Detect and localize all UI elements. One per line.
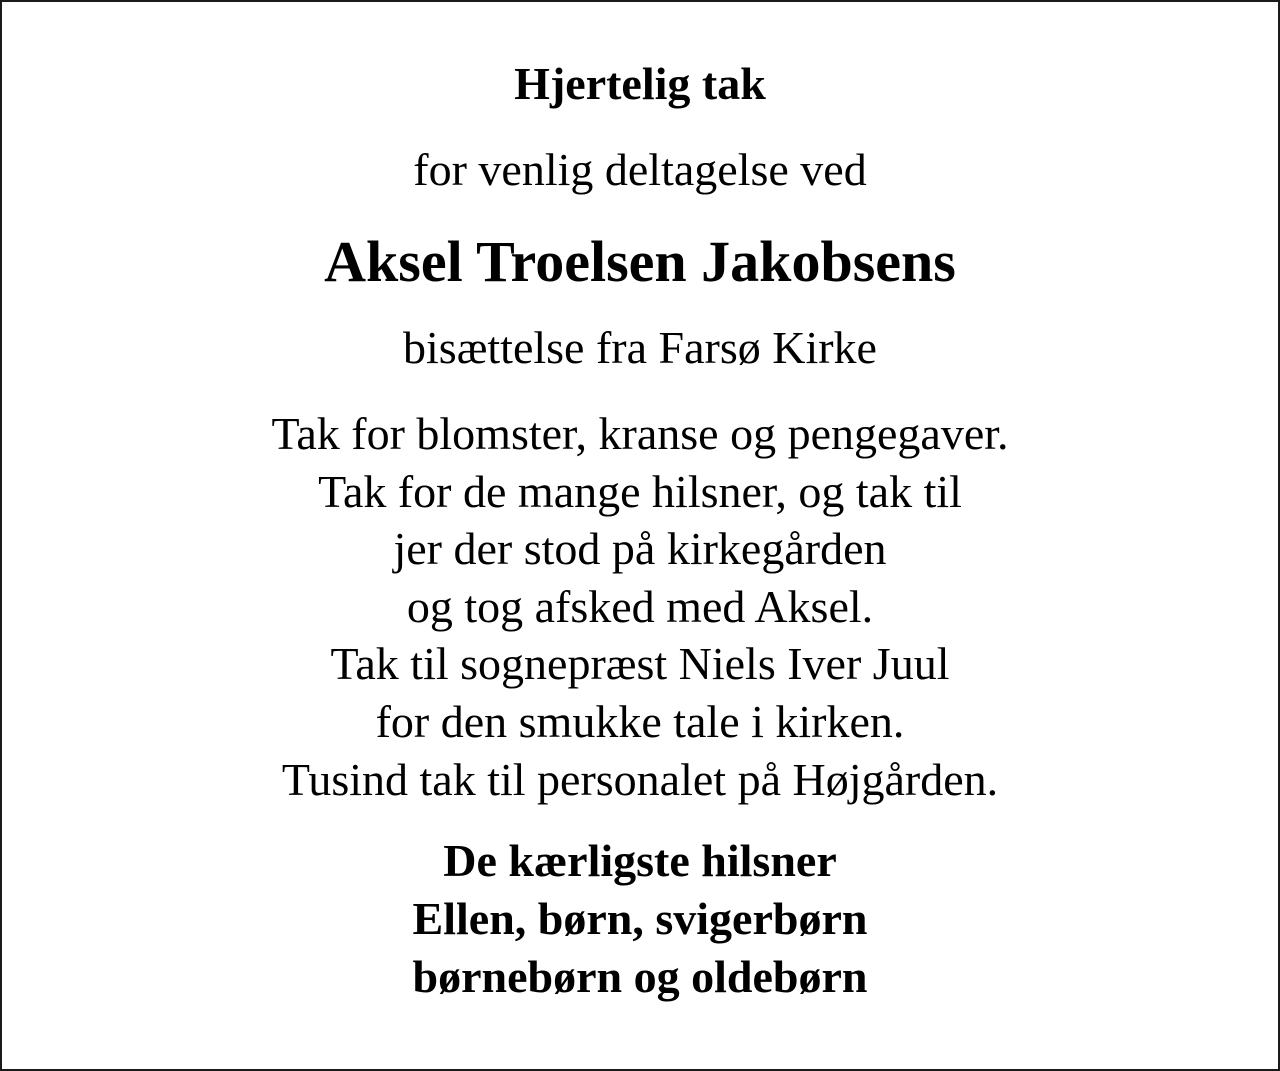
thanks-line: Tusind tak til personalet på Højgården. [281,753,999,805]
deceased-name: Aksel Troelsen Jakobsens [324,229,956,294]
thanks-line: Tak for de mange hilsner, og tak til [318,465,962,517]
notice-intro: for venlig deltagelse ved [413,144,867,195]
service-location: bisættelse fra Farsø Kirke [403,322,877,373]
signature-line: Ellen, børn, svigerbørn [412,893,868,944]
signature-block [2,832,1278,1006]
signature-line: De kærligste hilsner [443,835,837,886]
signature-line: børnebørn og oldebørn [412,951,868,1002]
thanks-line: for den smukke tale i kirken. [375,695,905,747]
thanks-line: Tak til sognepræst Niels Iver Juul [330,638,950,690]
thanks-line: og tog afsked med Aksel. [406,580,874,632]
thanks-message [2,405,1278,808]
thanks-line: jer der stod på kirkegården [393,523,887,575]
thanks-line: Tak for blomster, kranse og pengegaver. [271,408,1009,459]
notice-heading: Hjertelig tak [514,58,766,109]
